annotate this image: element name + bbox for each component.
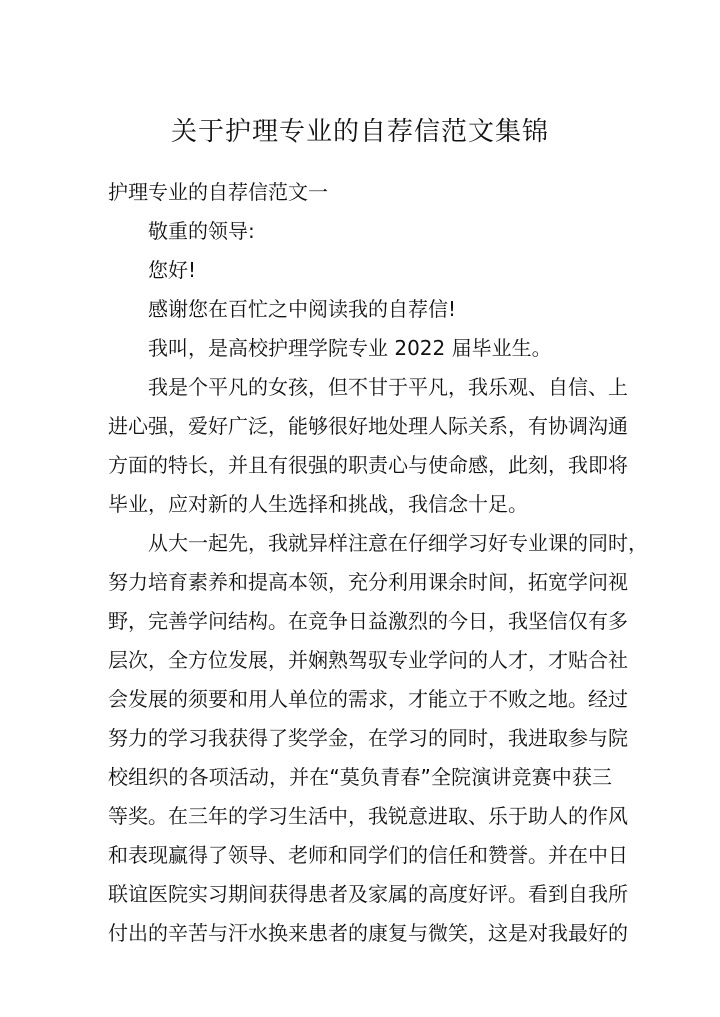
paragraph-line: 和表现赢得了领导、老师和同学们的信任和赞誉。并在中日 [108,843,628,867]
thanks-line: 感谢您在百忙之中阅读我的自荐信! [148,297,457,321]
salutation: 敬重的领导: [148,219,255,243]
paragraph-line: 方面的特长，并且有很强的职责心与使命感，此刻，我即将 [108,453,628,477]
paragraph-line: 层次，全方位发展，并娴熟驾驭专业学问的人才，才贴合社 [108,648,628,672]
paragraph-line: 毕业，应对新的人生选择和挑战，我信念十足。 [108,492,528,516]
section-heading: 护理专业的自荐信范文一 [108,180,328,204]
paragraph-line: 我是个平凡的女孩，但不甘于平凡，我乐观、自信、上 [148,375,628,399]
paragraph-line: 会发展的须要和用人单位的需求，才能立于不败之地。经过 [108,687,628,711]
paragraph-line: 等奖。在三年的学习生活中，我锐意进取、乐于助人的作风 [108,804,628,828]
paragraph-line: 野，完善学问结构。在竞争日益激烈的今日，我坚信仅有多 [108,609,628,633]
document-title: 关于护理专业的自荐信范文集锦 [170,117,549,147]
paragraph-line: 校组织的各项活动，并在“莫负青春”全院演讲竞赛中获三 [108,765,612,789]
paragraph-line: 进心强，爱好广泛，能够很好地处理人际关系，有协调沟通 [108,414,628,438]
paragraph-line: 联谊医院实习期间获得患者及家属的高度好评。看到自我所 [108,882,628,906]
paragraph-line: 努力的学习我获得了奖学金，在学习的同时，我进取参与院 [108,726,628,750]
paragraph-line: 从大一起先，我就异样注意在仔细学习好专业课的同时， [148,531,648,555]
paragraph-line: 努力培育素养和提高本领，充分利用课余时间，拓宽学问视 [108,570,628,594]
paragraph-line: 付出的辛苦与汗水换来患者的康复与微笑，这是对我最好的 [108,921,628,945]
greeting: 您好! [148,258,197,282]
intro-line: 我叫，是高校护理学院专业 2022 届毕业生。 [148,336,552,360]
